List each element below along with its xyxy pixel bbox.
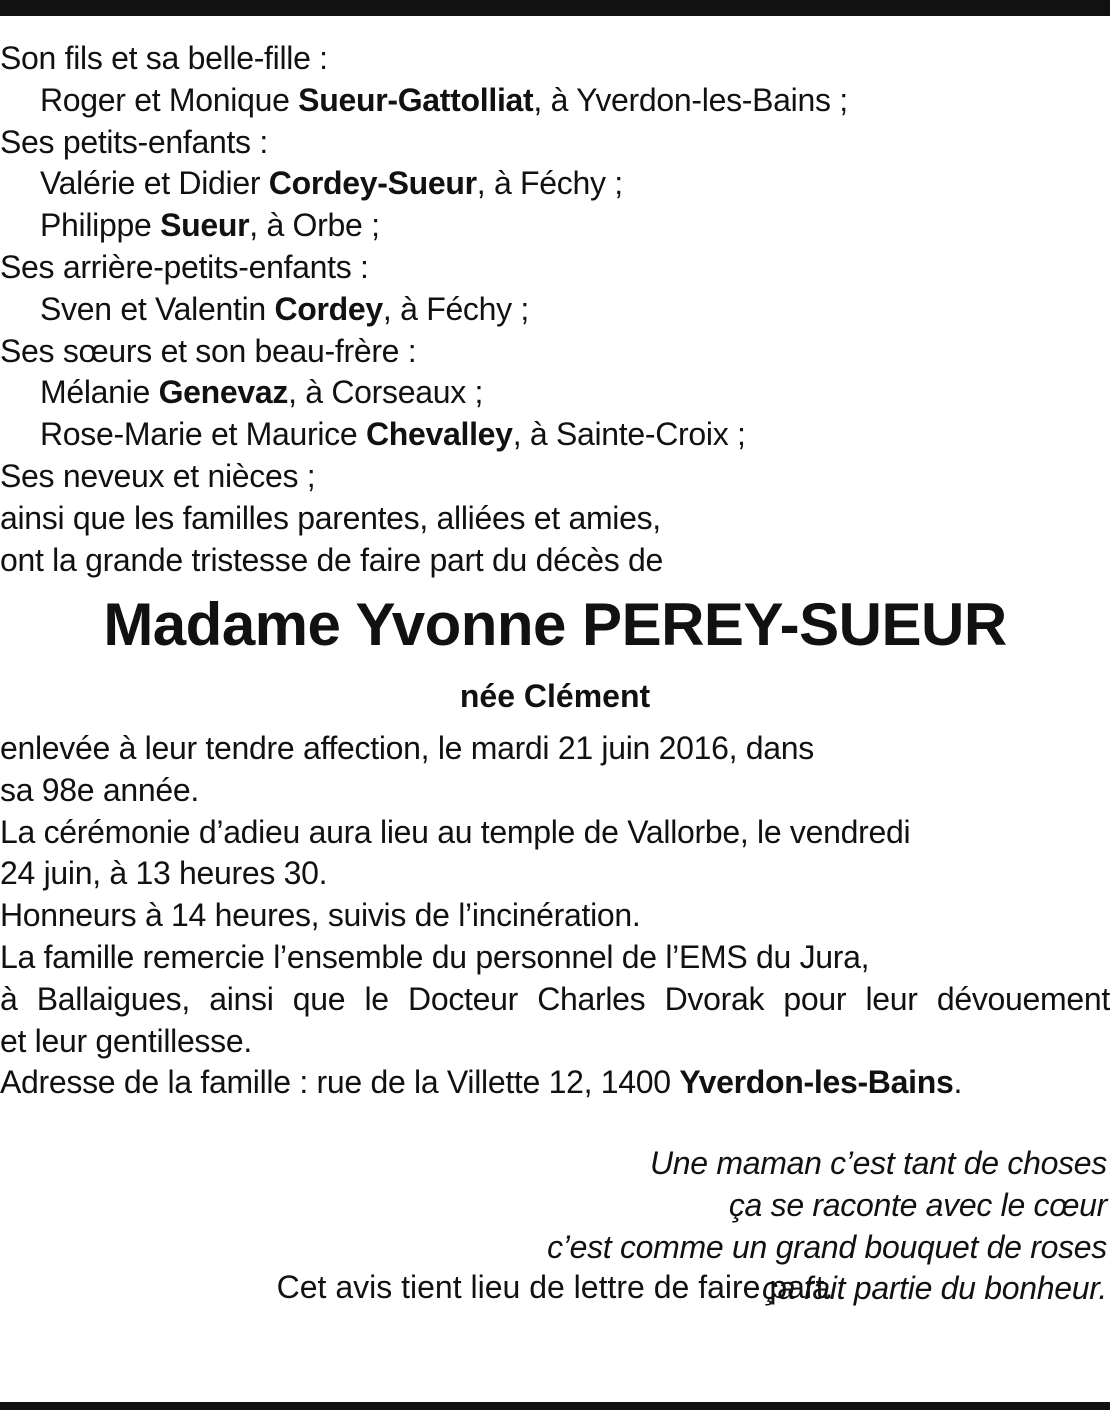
family-list (0, 38, 1110, 581)
sister-entry-2 (0, 414, 1110, 456)
grandchild-entry-1 (0, 163, 1110, 205)
detail-line-5: Honneurs à 14 heures, suivis de l’incinération. (0, 897, 641, 934)
ggc-place: , à Féchy ; (382, 290, 530, 327)
gc1-surname: Cordey-Sueur (268, 165, 477, 202)
sisters-heading: Ses sœurs et son beau-frère : (0, 332, 417, 369)
sis1-names: Mélanie (40, 374, 150, 411)
detail-line-3: La cérémonie d’adieu aura lieu au temple de Vallorbe, le vendredi (0, 813, 911, 850)
poem-line-2: ça se raconte avec le cœur (728, 1186, 1107, 1223)
detail-line-7: à Ballaigues, ainsi que le Docteur Charles Dvorak pour leur dévouement (0, 980, 1110, 1017)
bottom-border (0, 1402, 1110, 1410)
gc1-place: , à Féchy ; (476, 165, 623, 202)
top-border (0, 0, 1110, 16)
grandchildren-heading: Ses petits-enfants : (0, 123, 268, 160)
gc1-names: Valérie et Didier (40, 165, 261, 202)
address-prefix: Adresse de la famille : rue de la Villette 12, 1400 (0, 1064, 671, 1101)
gc2-place: , à Orbe ; (249, 207, 380, 244)
sis1-surname: Genevaz (158, 374, 289, 411)
son-surname: Sueur-Gattolliat (298, 81, 534, 118)
detail-line-6: La famille remercie l’ensemble du personnel de l’EMS du Jura, (0, 938, 870, 975)
ggc-surname: Cordey (274, 290, 383, 327)
nephews-line: Ses neveux et nièces ; (0, 457, 316, 494)
detail-line-8: et leur gentillesse. (0, 1022, 252, 1059)
poem-line-4: ça fait partie du bonheur. (761, 1270, 1107, 1307)
closing-note: Cet avis tient lieu de lettre de faire part. (276, 1269, 834, 1305)
families-line: ainsi que les familles parentes, alliées et amies, (0, 499, 661, 536)
maiden-name: née Clément (459, 678, 651, 714)
ggc-names: Sven et Valentin (40, 290, 266, 327)
son-place: , à Yverdon-les-Bains ; (533, 81, 848, 118)
detail-line-2: sa 98e année. (0, 771, 199, 808)
sis2-surname: Chevalley (365, 416, 513, 453)
son-names: Roger et Monique (40, 81, 290, 118)
sis2-names: Rose-Marie et Maurice (40, 416, 358, 453)
son-heading: Son fils et sa belle-fille : (0, 40, 328, 76)
gc2-names: Philippe (40, 207, 152, 244)
notice-details (0, 728, 1110, 1104)
sis2-place: , à Sainte-Croix ; (512, 416, 746, 453)
great-grandchildren-heading: Ses arrière-petits-enfants : (0, 248, 369, 285)
sis1-place: , à Corseaux ; (288, 374, 484, 411)
address-city: Yverdon-les-Bains (679, 1064, 954, 1101)
address-line (0, 1062, 1110, 1104)
address-suffix: . (953, 1064, 963, 1101)
detail-line-4: 24 juin, à 13 heures 30. (0, 855, 328, 892)
detail-line-1: enlevée à leur tendre affection, le mardi 21 juin 2016, dans (0, 730, 814, 766)
poem-line-1: Une maman c’est tant de choses (649, 1145, 1107, 1181)
gc2-surname: Sueur (160, 207, 250, 244)
sister-entry-1 (0, 372, 1110, 414)
poem-line-3: c’est comme un grand bouquet de roses (547, 1228, 1107, 1265)
announcement-line: ont la grande tristesse de faire part du décès de (0, 541, 664, 578)
son-entry (0, 80, 1110, 122)
grandchild-entry-2 (0, 205, 1110, 247)
deceased-name: Madame Yvonne PEREY-SUEUR (103, 591, 1007, 658)
great-grandchild-entry (0, 289, 1110, 331)
